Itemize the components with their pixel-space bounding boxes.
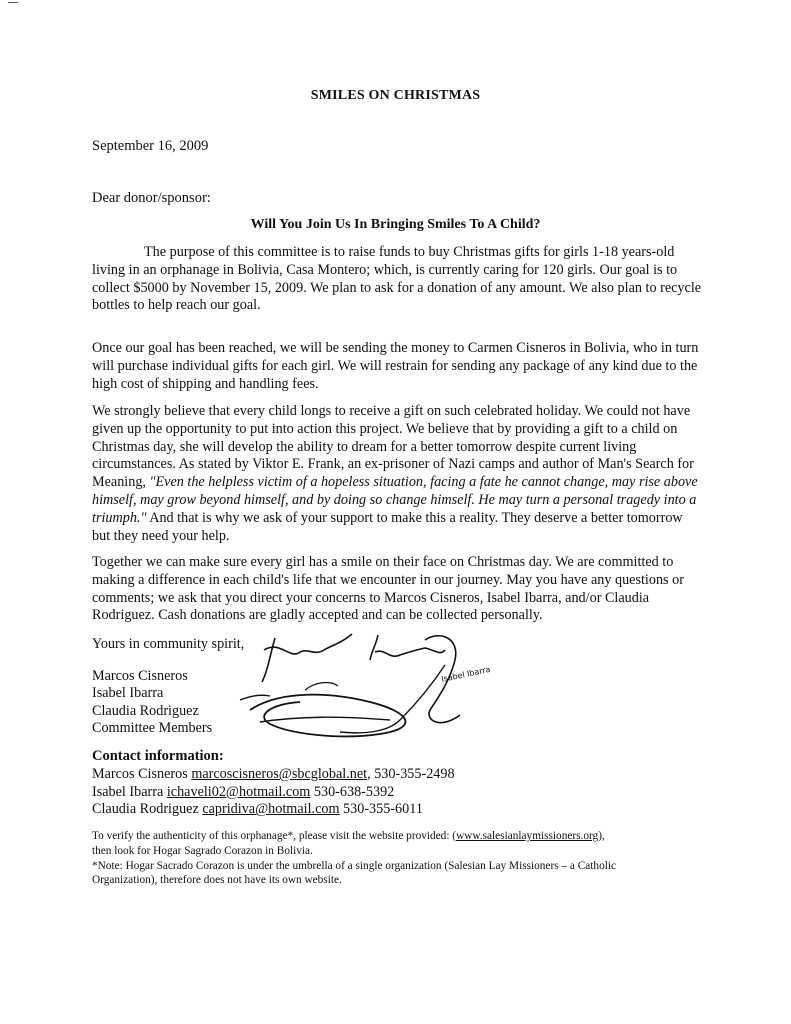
handwritten-signatures	[220, 620, 510, 750]
letter-title: SMILES ON CHRISTMAS	[310, 88, 481, 103]
member-name: Claudia Rodriguez	[92, 702, 199, 719]
footer-note: *Note: Hogar Sacrado Corazon is under the umbrella of a single organization (Salesian Lay Missioners – a Catholic	[92, 859, 617, 872]
contact-name: Marcos Cisneros	[92, 766, 188, 782]
paragraph-purpose-text: The purpose of this committee is to raise funds to buy Christmas gifts for girls 1-18 years-old living in an orphanage in Bolivia, Casa Montero; which, is currently caring for 120 girls. Our goal is to collect $5000 by November 15, 2009. We plan to ask for a donation of any amount. We also plan to recycle bottles to help reach our goal.	[92, 244, 702, 314]
member-name: Isabel Ibarra	[92, 685, 164, 702]
contact-list	[92, 766, 455, 819]
contact-phone: 530-355-6011	[343, 801, 423, 818]
contact-email-link[interactable]: capridiva@hotmail.com	[202, 801, 340, 818]
contact-name: Claudia Rodriguez	[92, 801, 199, 818]
closing-line: Yours in community spirit,	[92, 636, 245, 652]
frankl-quote: "Even the helpless victim of a hopeless situation, facing a fate he cannot change, may rise above himself, may grow beyond himself, and by doing so change himself. He may turn a personal tragedy into a triumph."	[92, 474, 698, 526]
footer-line1-end: ),	[598, 830, 605, 842]
committee-members	[92, 668, 212, 738]
website-link[interactable]: www.salesianlaymissioners.org	[456, 830, 599, 842]
verification-footer	[92, 829, 707, 888]
contact-name: Isabel Ibarra	[92, 783, 164, 800]
salutation: Dear donor/sponsor:	[92, 190, 211, 206]
paragraph-together: Together we can make sure every girl has a smile on their face on Christmas day. We are committed to making a difference in each child's life that we encounter in our journey. May you have any questions or comments; we ask that you direct your concerns to Marcos Cisneros, Isabel Ibarra, and/or Claudia Rodriguez. Cash donations are gladly accepted and can be collected personally.	[92, 554, 684, 624]
paragraph-purpose	[92, 244, 702, 315]
letter-subtitle: Will You Join Us In Bringing Smiles To A Child?	[250, 217, 541, 232]
contact-email-link[interactable]: marcoscisneros@sbcglobal.net	[191, 766, 368, 782]
footer-note: Organization), therefore does not have its own website.	[92, 874, 342, 887]
scan-mark	[8, 2, 18, 3]
contact-email-link[interactable]: ichaveli02@hotmail.com	[166, 783, 311, 800]
contact-phone: 530-638-5392	[313, 783, 395, 800]
footer-line1-text: To verify the authenticity of this orphanage*, please visit the website provided: (	[92, 830, 457, 842]
paragraph-goal: Once our goal has been reached, we will be sending the money to Carmen Cisneros in Bolivia, who in turn will purchase individual gifts for each girl. We will restrain for sending any package of any kind due to the high cost of shipping and handling fees.	[92, 340, 699, 392]
letter-date: September 16, 2009	[92, 138, 209, 154]
contact-row	[92, 801, 455, 819]
paragraph-belief-end: And that is why we ask of your support to make this a reality. They deserve a better tomorrow but they need your help.	[92, 509, 683, 544]
members-caption: Committee Members	[92, 720, 213, 737]
signature-handwriting: Isabel Ibarra	[440, 664, 492, 684]
paragraph-belief	[92, 403, 702, 545]
member-name: Marcos Cisneros	[92, 668, 188, 684]
contact-phone: 530-355-2498	[374, 766, 455, 782]
footer-line	[92, 829, 707, 844]
footer-line: then look for Hogar Sagrado Corazon in Bolivia.	[92, 844, 313, 857]
contact-row	[92, 784, 455, 802]
contact-heading: Contact information:	[92, 748, 224, 764]
paragraph-belief-start: We strongly believe that every child longs to receive a gift on such celebrated holiday. We could not have given up the opportunity to put into action this project. We believe that by providing a gift to a child on Christmas day, she will develop the ability to dream for a better tomorrow despite current living circumstances. As stated by Viktor E. Frank, an ex-prisoner of Nazi camps and author of Man's Search for Meaning,	[92, 403, 694, 491]
contact-row: Marcos Cisneros marcoscisneros@sbcglobal.net, 530-355-2498	[92, 766, 455, 782]
